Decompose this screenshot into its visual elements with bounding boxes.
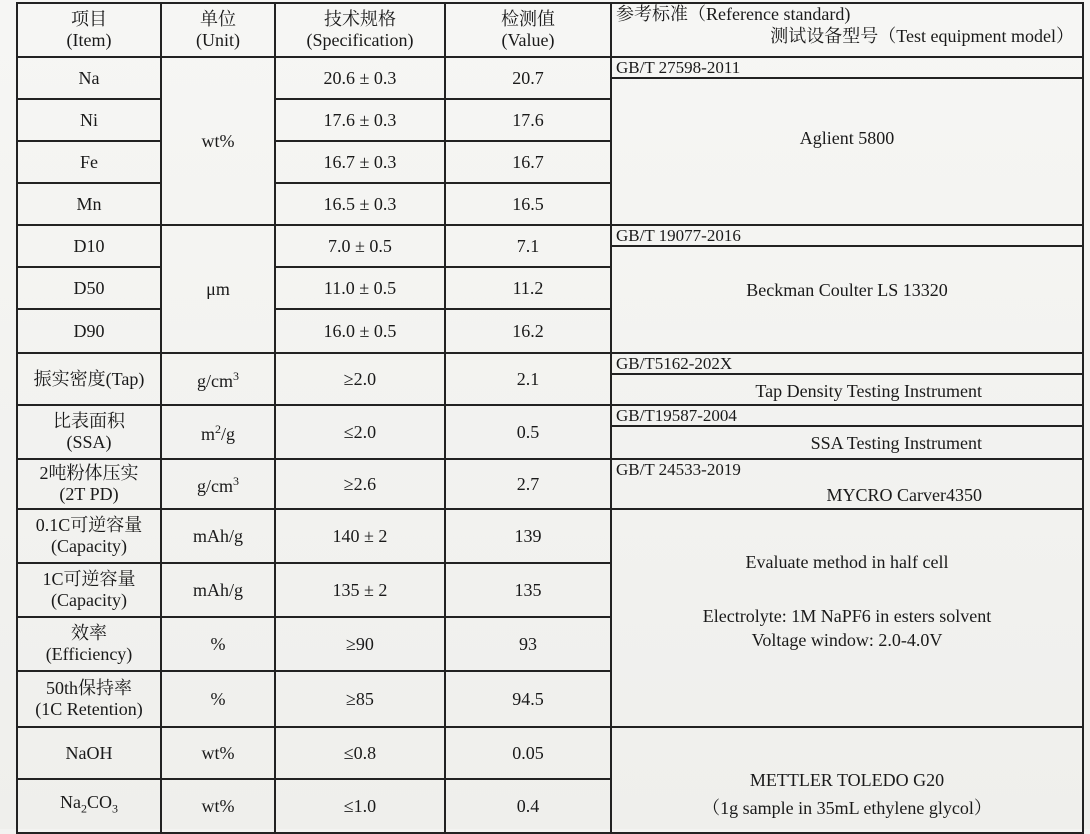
unit-cell: wt% — [161, 779, 275, 833]
sample-note-text: （1g sample in 35mL ethylene glycol） — [702, 798, 992, 818]
spec-cell: 16.5 ± 0.3 — [275, 183, 445, 225]
reference-cell — [611, 509, 1083, 727]
spec-cell: 16.7 ± 0.3 — [275, 141, 445, 183]
reference-cell — [611, 353, 1083, 405]
value-cell: 0.5 — [445, 405, 611, 459]
standard-text: GB/T 27598-2011 — [612, 58, 1082, 79]
table-row — [17, 57, 1083, 99]
item-cell: 2吨粉体压实 (2T PD) — [17, 459, 161, 509]
method-text: Evaluate method in half cell — [745, 552, 949, 572]
table-row — [17, 459, 1083, 509]
header-spec: 技术规格 (Specification) — [275, 3, 445, 57]
value-cell: 17.6 — [445, 99, 611, 141]
item-cell: D50 — [17, 267, 161, 309]
unit-cell-merged: wt% — [161, 57, 275, 225]
value-cell: 2.7 — [445, 459, 611, 509]
unit-cell: $g/cm^3$ — [161, 353, 275, 405]
spec-cell: ≥85 — [275, 671, 445, 727]
value-cell: 16.7 — [445, 141, 611, 183]
value-cell: 139 — [445, 509, 611, 563]
value-cell: 135 — [445, 563, 611, 617]
reference-cell — [611, 459, 1083, 509]
table-row — [17, 405, 1083, 459]
item-cell: Fe — [17, 141, 161, 183]
spec-cell: ≤2.0 — [275, 405, 445, 459]
reference-cell — [611, 727, 1083, 833]
table-row — [17, 225, 1083, 267]
spec-cell: ≥2.6 — [275, 459, 445, 509]
spec-cell: ≥2.0 — [275, 353, 445, 405]
standard-text: GB/T5162-202X — [612, 354, 1082, 375]
item-cell: $Na_2CO_3$ — [17, 779, 161, 833]
spec-cell: 140 ± 2 — [275, 509, 445, 563]
spec-table — [16, 2, 1084, 834]
unit-cell: % — [161, 617, 275, 671]
table-row — [17, 509, 1083, 563]
item-cell: NaOH — [17, 727, 161, 779]
header-unit: 单位 (Unit) — [161, 3, 275, 57]
spec-cell: 7.0 ± 0.5 — [275, 225, 445, 267]
value-cell: 16.2 — [445, 309, 611, 353]
equipment-text: MYCRO Carver4350 — [826, 485, 982, 505]
item-cell: 振实密度(Tap) — [17, 353, 161, 405]
unit-cell-merged: μm — [161, 225, 275, 353]
equipment-text: SSA Testing Instrument — [810, 433, 982, 453]
item-cell: Ni — [17, 99, 161, 141]
spec-cell: 17.6 ± 0.3 — [275, 99, 445, 141]
spec-cell: 11.0 ± 0.5 — [275, 267, 445, 309]
unit-cell: mAh/g — [161, 563, 275, 617]
value-cell: 94.5 — [445, 671, 611, 727]
unit-cell: $g/cm^3$ — [161, 459, 275, 509]
unit-cell: wt% — [161, 727, 275, 779]
value-cell: 0.4 — [445, 779, 611, 833]
value-cell: 20.7 — [445, 57, 611, 99]
standard-text: GB/T 19077-2016 — [612, 226, 1082, 247]
spec-cell: 16.0 ± 0.5 — [275, 309, 445, 353]
value-cell: 16.5 — [445, 183, 611, 225]
value-cell: 11.2 — [445, 267, 611, 309]
value-cell: 7.1 — [445, 225, 611, 267]
value-cell: 93 — [445, 617, 611, 671]
spec-cell: 135 ± 2 — [275, 563, 445, 617]
item-cell: 1C可逆容量 (Capacity) — [17, 563, 161, 617]
value-cell: 2.1 — [445, 353, 611, 405]
voltage-text: Voltage window: 2.0-4.0V — [751, 630, 943, 650]
item-cell: 0.1C可逆容量 (Capacity) — [17, 509, 161, 563]
reference-cell — [611, 57, 1083, 225]
equipment-model-label: 测试设备型号（Test equipment model） — [770, 26, 1074, 46]
item-cell: D10 — [17, 225, 161, 267]
item-cell: 效率 (Efficiency) — [17, 617, 161, 671]
header-value: 检测值 (Value) — [445, 3, 611, 57]
equipment-text: Aglient 5800 — [799, 128, 895, 148]
value-cell: 0.05 — [445, 727, 611, 779]
item-cell: D90 — [17, 309, 161, 353]
standard-text: GB/T19587-2004 — [612, 406, 1082, 427]
equipment-text: Beckman Coulter LS 13320 — [746, 280, 948, 300]
item-cell: Mn — [17, 183, 161, 225]
item-cell: Na — [17, 57, 161, 99]
unit-cell: $m^2/g$ — [161, 405, 275, 459]
reference-standard-label: 参考标准（Reference standard) — [616, 4, 851, 24]
table-row — [17, 353, 1083, 405]
unit-cell: mAh/g — [161, 509, 275, 563]
electrolyte-text: Electrolyte: 1M NaPF6 in esters solvent — [702, 606, 992, 626]
item-cell: 比表面积 (SSA) — [17, 405, 161, 459]
standard-text: GB/T 24533-2019 — [616, 460, 741, 479]
spec-cell: ≤0.8 — [275, 727, 445, 779]
header-item: 项目 (Item) — [17, 3, 161, 57]
spec-cell: ≤1.0 — [275, 779, 445, 833]
spec-cell: 20.6 ± 0.3 — [275, 57, 445, 99]
reference-cell — [611, 225, 1083, 353]
table-row — [17, 727, 1083, 779]
unit-cell: % — [161, 671, 275, 727]
header-reference — [611, 3, 1083, 57]
item-cell: 50th保持率 (1C Retention) — [17, 671, 161, 727]
equipment-text: METTLER TOLEDO G20 — [749, 770, 945, 790]
reference-cell — [611, 405, 1083, 459]
header-row — [17, 3, 1083, 57]
spec-cell: ≥90 — [275, 617, 445, 671]
equipment-text: Tap Density Testing Instrument — [755, 381, 982, 401]
